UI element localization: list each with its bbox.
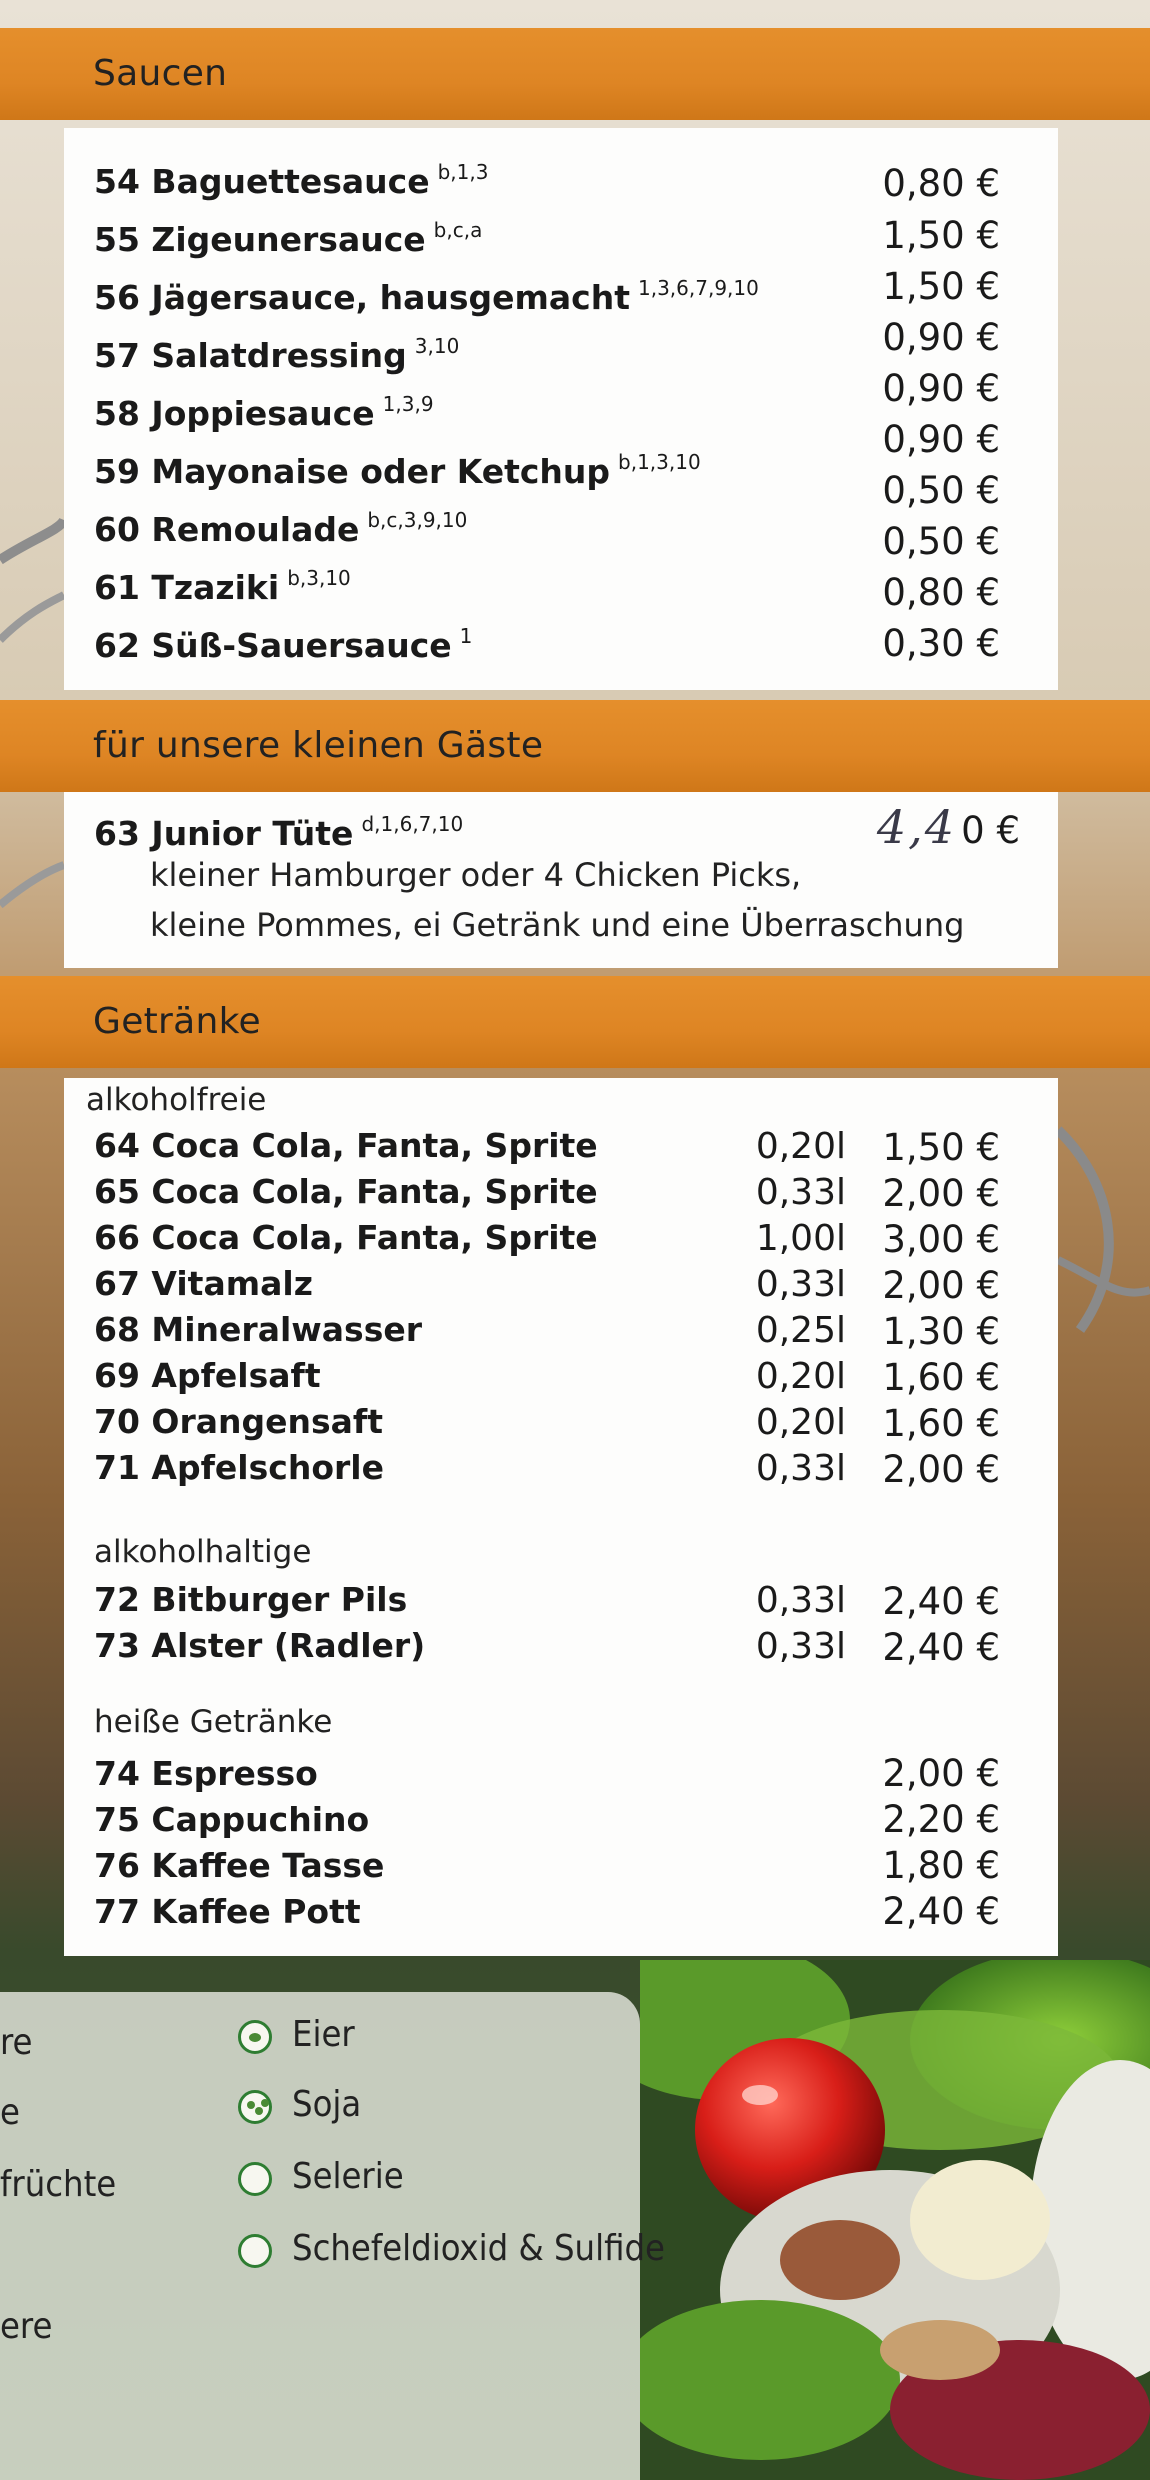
- allergen-legend: [0, 1992, 665, 2480]
- legend-label: Selerie: [292, 2156, 404, 2197]
- legend-fragment: früchte: [0, 2164, 117, 2205]
- item-name: 61 Tzaziki: [94, 568, 280, 607]
- item-price: 3,00 €: [882, 1218, 1000, 1261]
- subsection-label: heiße Getränke: [94, 1704, 333, 1740]
- item-price-handwritten: [877, 800, 1020, 854]
- item-name: 68 Mineralwasser: [94, 1310, 422, 1349]
- item-price: 0,90 €: [882, 418, 1000, 461]
- item-size: 1,00l: [755, 1218, 846, 1259]
- item-name: 60 Remoulade: [94, 510, 360, 549]
- soy-icon: [238, 2090, 272, 2124]
- item-name: 72 Bitburger Pils: [94, 1580, 408, 1619]
- saucen-panel: [64, 128, 1058, 690]
- item-name: 77 Kaffee Pott: [94, 1892, 361, 1931]
- item-description: kleiner Hamburger oder 4 Chicken Picks,: [150, 856, 802, 894]
- item-name: 74 Espresso: [94, 1754, 318, 1793]
- item-price: 2,40 €: [882, 1626, 1000, 1669]
- item-name: 55 Zigeunersauce: [94, 220, 426, 259]
- item-allergens: 3,10: [414, 334, 460, 358]
- item-price: 2,20 €: [882, 1798, 1000, 1841]
- section-band-kinder: [0, 700, 1150, 792]
- item-size: 0,33l: [755, 1172, 846, 1213]
- item-name: 63 Junior Tüte: [94, 814, 354, 853]
- item-name: 57 Salatdressing: [94, 336, 407, 375]
- egg-icon: [238, 2020, 272, 2054]
- item-name: 59 Mayonaise oder Ketchup: [94, 452, 611, 491]
- item-price: 0,90 €: [882, 367, 1000, 410]
- section-title-getraenke: Getränke: [93, 1001, 261, 1042]
- item-allergens: b,c,a: [433, 218, 483, 242]
- item-allergens: b,1,3,10: [618, 450, 701, 474]
- item-price: 2,00 €: [882, 1264, 1000, 1307]
- item-name: 73 Alster (Radler): [94, 1626, 426, 1665]
- item-name: 75 Cappuchino: [94, 1800, 370, 1839]
- item-price: 1,60 €: [882, 1356, 1000, 1399]
- subsection-label: alkoholfreie: [86, 1082, 267, 1118]
- legend-label: Eier: [292, 2014, 355, 2055]
- legend-label: Soja: [292, 2084, 362, 2125]
- salad-photo: [640, 1960, 1150, 2480]
- item-size: 0,25l: [755, 1310, 846, 1351]
- item-name: 56 Jägersauce, hausgemacht: [94, 278, 630, 317]
- item-price: 2,00 €: [882, 1172, 1000, 1215]
- section-band-getraenke: [0, 976, 1150, 1068]
- item-name: 62 Süß-Sauersauce: [94, 626, 452, 665]
- handwritten-price: 4,4: [876, 800, 957, 854]
- empty-circle-icon: [238, 2234, 272, 2268]
- item-name: 70 Orangensaft: [94, 1402, 384, 1441]
- item-allergens: b,3,10: [287, 566, 351, 590]
- item-allergens: 1,3,9: [382, 392, 434, 416]
- item-price: 1,30 €: [882, 1310, 1000, 1353]
- item-name: 64 Coca Cola, Fanta, Sprite: [94, 1126, 598, 1165]
- item-price: 2,40 €: [882, 1580, 1000, 1623]
- section-band-saucen: [0, 28, 1150, 120]
- item-description: kleine Pommes, ei Getränk und eine Überraschung: [150, 906, 965, 944]
- item-price: 0,50 €: [882, 469, 1000, 512]
- item-name: 58 Joppiesauce: [94, 394, 375, 433]
- item-price: 2,00 €: [882, 1752, 1000, 1795]
- item-name: 76 Kaffee Tasse: [94, 1846, 385, 1885]
- item-name: 65 Coca Cola, Fanta, Sprite: [94, 1172, 598, 1211]
- legend-fragment: ere: [0, 2306, 53, 2347]
- getraenke-panel: [64, 1078, 1058, 1956]
- legend-fragment: re: [0, 2022, 33, 2063]
- item-name: 67 Vitamalz: [94, 1264, 313, 1303]
- section-title-kinder: für unsere kleinen Gäste: [93, 725, 544, 766]
- item-price: 0,90 €: [882, 316, 1000, 359]
- item-name: 54 Baguettesauce: [94, 162, 430, 201]
- item-price: 0,80 €: [882, 162, 1000, 205]
- item-size: 0,33l: [755, 1264, 846, 1305]
- item-price: 1,80 €: [882, 1844, 1000, 1887]
- item-price: 0,30 €: [882, 622, 1000, 665]
- item-price: 2,00 €: [882, 1448, 1000, 1491]
- item-allergens: b,1,3: [437, 160, 489, 184]
- item-allergens: 1: [459, 624, 473, 648]
- item-price: 1,50 €: [882, 1126, 1000, 1169]
- subsection-label: alkoholhaltige: [94, 1534, 312, 1570]
- salad-illustration: [640, 1960, 1150, 2480]
- legend-fragment: e: [0, 2092, 20, 2133]
- item-size: 0,33l: [755, 1580, 846, 1621]
- item-price: 0,80 €: [882, 571, 1000, 614]
- item-price: 0,50 €: [882, 520, 1000, 563]
- item-allergens: b,c,3,9,10: [367, 508, 468, 532]
- legend-label: Schefeldioxid & Sulfide: [292, 2228, 665, 2269]
- item-price: 1,60 €: [882, 1402, 1000, 1445]
- kinder-panel: [64, 792, 1058, 968]
- item-name: 69 Apfelsaft: [94, 1356, 321, 1395]
- item-name: 66 Coca Cola, Fanta, Sprite: [94, 1218, 598, 1257]
- item-size: 0,20l: [755, 1126, 846, 1167]
- item-allergens: 1,3,6,7,9,10: [638, 276, 759, 300]
- item-allergens: d,1,6,7,10: [361, 812, 464, 836]
- section-title-saucen: Saucen: [93, 53, 228, 94]
- item-size: 0,20l: [755, 1356, 846, 1397]
- item-price: 1,50 €: [882, 265, 1000, 308]
- item-price: 1,50 €: [882, 214, 1000, 257]
- item-price: 2,40 €: [882, 1890, 1000, 1933]
- item-size: 0,33l: [755, 1626, 846, 1667]
- item-size: 0,20l: [755, 1402, 846, 1443]
- price-suffix: 0 €: [961, 809, 1020, 852]
- item-name: 71 Apfelschorle: [94, 1448, 384, 1487]
- empty-circle-icon: [238, 2162, 272, 2196]
- item-size: 0,33l: [755, 1448, 846, 1489]
